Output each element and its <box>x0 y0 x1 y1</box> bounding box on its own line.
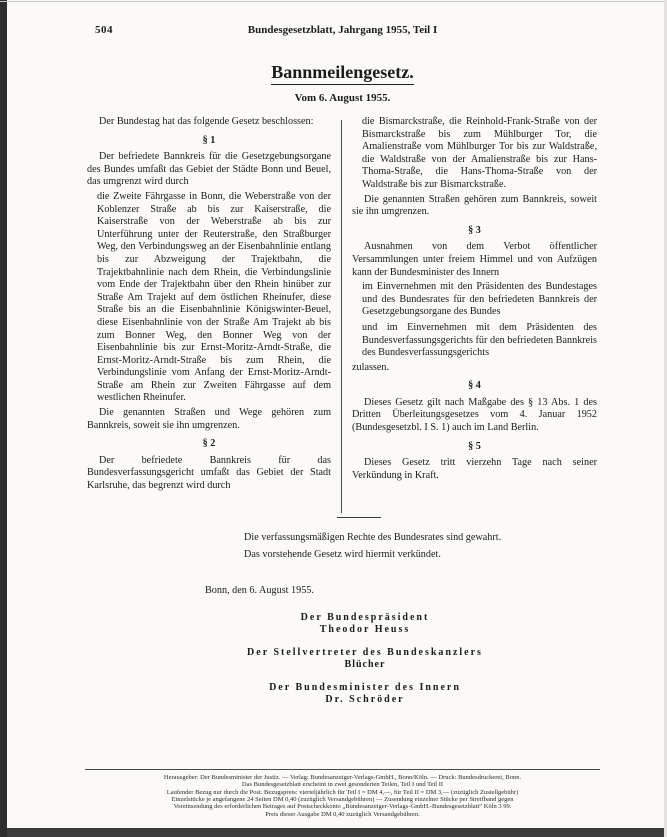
imprint-line-price: Preis dieser Ausgabe DM 0,40 zuzüglich Versandgebühren. <box>265 811 420 819</box>
law-date-line: Vom 6. August 1955. <box>294 92 391 104</box>
section-4-heading: § 4 <box>468 380 481 392</box>
signature-block <box>150 612 580 717</box>
section-3-item-1: im Einvernehmen mit den Präsidenten des Bundestages und des Bundesrates für den befriedeten Bannkreis der Gesetzgebungsorgane des Bundes <box>362 281 597 318</box>
closing-block <box>230 531 502 565</box>
section-1-heading: § 1 <box>202 134 216 146</box>
scan-bottom-edge <box>7 828 667 837</box>
section-2-heading: § 2 <box>202 438 216 450</box>
scan-top-line <box>0 1 667 2</box>
imprint-footer <box>85 769 600 819</box>
imprint-line-parts: Das Bundesgesetzblatt erscheint in zwei gesonderten Teilen, Teil I und Teil II <box>241 781 444 789</box>
section-3-paragraph: Ausnahmen von dem Verbot öffentlicher Versammlungen unter freiem Himmel und von Aufzügen kann der Bundesminister des Innern <box>352 241 597 278</box>
promulgation-paragraph: Das vorstehende Gesetz wird hiermit verkündet. <box>244 549 441 560</box>
section-2-paragraph: Der befriedete Bannkreis für das Bundesverfassungsgericht umfaßt das Gebiet der Stadt Karlsruhe, das begrenzt wird durch <box>87 454 331 492</box>
section-2-closing-paragraph: Die genannten Straßen gehören zum Bannkreis, soweit sie ihn umgrenzen. <box>352 193 597 218</box>
place-date-line: Bonn, den 6. August 1955. <box>205 585 314 596</box>
imprint-line-subscription: Laufender Bezug nur durch die Post. Bezugspreis: vierteljährlich für Teil I = DM 4,—, für Teil II = DM 3,— (zuzüglich Zustellgebühr) <box>166 788 519 796</box>
imprint-line-publisher: Herausgeber: Der Bundesminister der Justiz. — Verlag: Bundesanzeiger-Verlags-GmbH., Bonn/Köln. — Druck: Bundesdruckerei, Bonn. <box>163 774 522 781</box>
section-2-street-list: die Bismarckstraße, die Reinhold-Frank-Straße von der Bismarckstraße bis zum Mühlburger Tor, die Amalienstraße vom Mühlburger Tor bis zur Waldstraße, die Waldstraße von der Amalienstraße bis zur Hans-Thoma-Straße, die Hans-Thoma-Straße von der Waldstraße bis zur Bismarckstraße. <box>362 116 597 190</box>
section-5-paragraph: Dieses Gesetz tritt vierzehn Tage nach seiner Verkündung in Kraft. <box>352 457 597 481</box>
left-column <box>87 116 331 495</box>
law-title-wrap <box>85 62 600 85</box>
imprint-line-prepayment: Voreinsendung des erforderlichen Betrages auf Postscheckkonto „Bundesanzeiger-Verlags-GmbH.-Bundesgesetzblatt“ Köln 3 99. <box>173 803 512 811</box>
intro-paragraph: Der Bundestag hat das folgende Gesetz beschlossen: <box>99 116 314 127</box>
law-title: Bannmeilengesetz. <box>271 62 413 85</box>
page-number: 504 <box>95 24 113 36</box>
section-1-street-list: die Zweite Fährgasse in Bonn, die Weberstraße von der Koblenzer Straße ab bis zur Kaiserstraße, die Kaiserstraße von der Weberstraße ab bis zur Unterführung unter der Reuterstraße, den Straßburger Weg, den Verbindungsweg an der Eisenbahnlinie entlang bis zur Abzweigung der Trajektbahn, die Trajektbahnlinie nach dem Rhein, die Verbindungslinie vom Ende der Trajektbahn über den Rhein hinüber zur Straße Am Trajekt auf dem östlichen Rheinufer, diese Straße bis an die Eisenbahnlinie Königswinter-Beuel, diese Eisenbahnlinie von der Straße Am Trajekt ab bis zum Bonner Weg, den Bonner Weg von der Eisenbahnlinie bis zur Ernst-Moritz-Arndt-Straße, die Ernst-Moritz-Arndt-Straße bis zum Rhein, die Verbindungslinie vom Anfang der Ernst-Moritz-Arndt-Straße am Rhein zur Zweiten Fährgasse auf dem westlichen Rheinufer. <box>97 190 331 404</box>
section-3-item-2: und im Einvernehmen mit dem Präsidenten des Bundesverfassungsgerichts für den befriedeten Bannkreis des Bundesverfassungsgerichts <box>362 321 597 359</box>
column-divider-rule <box>341 120 342 513</box>
section-5-heading: § 5 <box>468 440 481 452</box>
signature-3-title: Der Bundesminister des Innern <box>269 682 461 693</box>
section-separator-rule <box>337 517 381 518</box>
signature-3-name: Dr. Schröder <box>325 694 405 705</box>
signature-1-name: Theodor Heuss <box>319 624 411 635</box>
running-head: Bundesgesetzblatt, Jahrgang 1955, Teil I <box>247 24 438 36</box>
signature-1-title: Der Bundespräsident <box>300 612 430 623</box>
section-3-heading: § 3 <box>468 224 481 236</box>
section-4-paragraph: Dieses Gesetz gilt nach Maßgabe des § 13 Abs. 1 des Dritten Überleitungsgesetzes vom 4. Januar 1952 (Bundesgesetzbl. I S. 1) auch im Land Berlin. <box>352 396 597 434</box>
section-1-paragraph: Der befriedete Bannkreis für die Gesetzgebungsorgane des Bundes umfaßt das Gebiet der Städte Bonn und Beuel, das umgrenzt wird durch <box>87 151 331 188</box>
right-column <box>352 116 597 484</box>
section-3-closing-word: zulassen. <box>352 361 390 373</box>
imprint-line-single-copies: Einzelstücke je angefangene 24 Seiten DM 0,40 (zuzüglich Versandgebühren) — Zusendung einzelner Stücke per Streifband gegen <box>171 795 514 803</box>
signature-2-title: Der Stellvertreter des Bundeskanzlers <box>247 647 483 658</box>
scan-left-edge <box>0 0 7 837</box>
bundesrat-rights-paragraph: Die verfassungsmäßigen Rechte des Bundesrates sind gewahrt. <box>244 532 502 543</box>
section-1-closing-paragraph: Die genannten Straßen und Wege gehören zum Bannkreis, soweit sie ihn umgrenzen. <box>87 407 331 431</box>
signature-2-name: Blücher <box>344 659 386 670</box>
footer-rule <box>85 769 600 770</box>
